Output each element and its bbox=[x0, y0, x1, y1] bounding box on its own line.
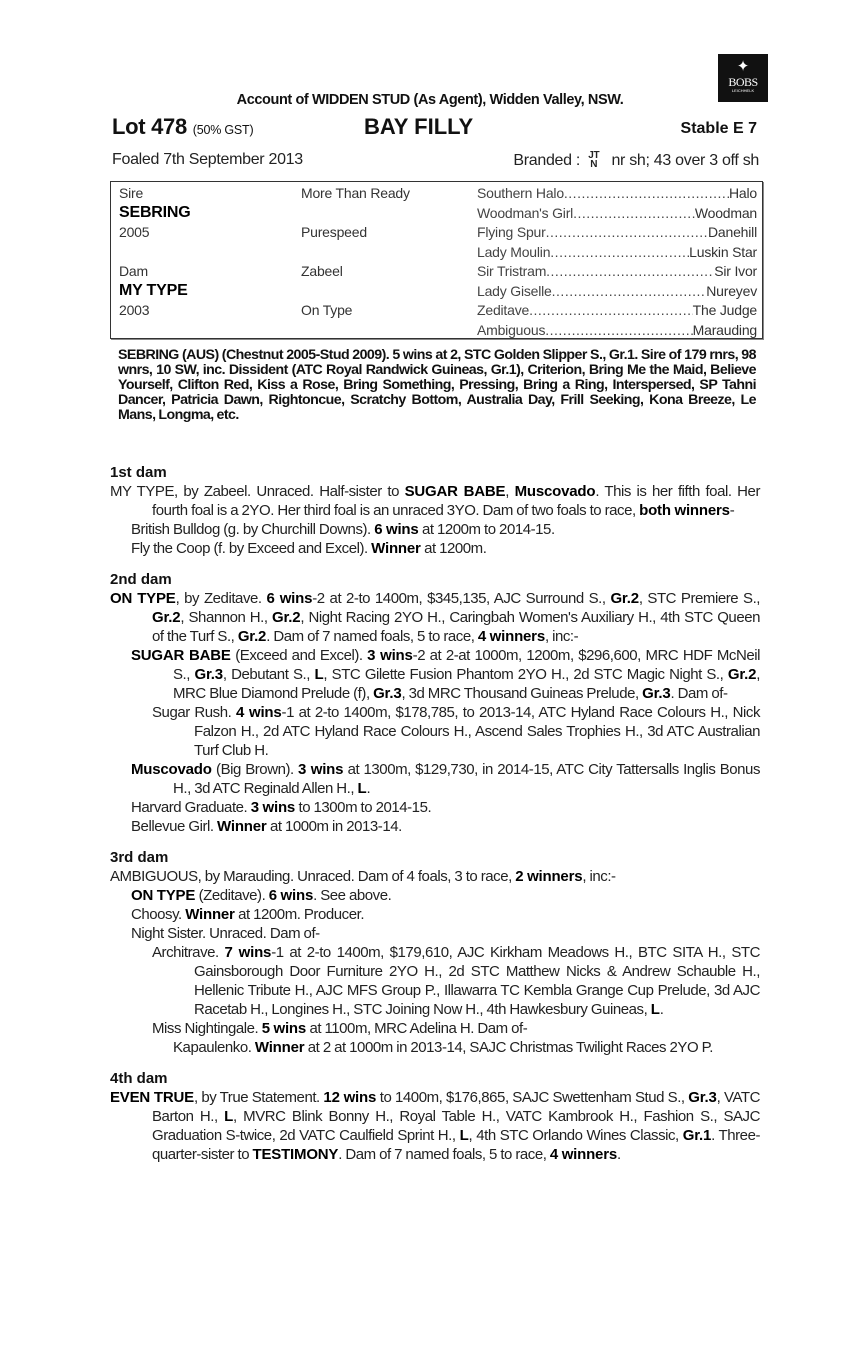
bold-highlight: 3 wins bbox=[298, 761, 344, 778]
entry-text: , MRC Blue Diamond Prelude (f), bbox=[173, 666, 760, 702]
entry-text: , Shannon H., bbox=[180, 609, 273, 626]
great-grandparent-name: Lady Moulin ..... bbox=[477, 243, 689, 263]
entry-text: AMBIGUOUS, by Marauding. Unraced. Dam of 4 foals, 3 to race, bbox=[110, 868, 516, 885]
entry-text: . Three-quarter-sister to bbox=[152, 1127, 761, 1163]
produce-entry bbox=[110, 646, 760, 703]
lot-label: Lot 478 bbox=[112, 114, 187, 139]
entry-text: , MVRC Blink Bonny H., Royal Table H., VATC Kambrook H., Fashion S., SAJC Graduation S-twice, 2d VATC Caulfield Sprint H., bbox=[152, 1108, 760, 1144]
bold-highlight: both winners bbox=[639, 502, 730, 519]
sire-year: 2005 bbox=[119, 224, 150, 240]
entry-text: , STC Premiere S., bbox=[638, 590, 761, 607]
pedigree-table bbox=[110, 181, 763, 339]
entry-text: at 1200m to 2014-15. bbox=[418, 521, 555, 538]
bold-highlight: 6 wins bbox=[374, 521, 419, 538]
produce-entry bbox=[110, 924, 760, 943]
bold-highlight: ON TYPE bbox=[131, 887, 196, 904]
entry-text: . This is her fifth foal. Her fourth foal is a 2YO. Her third foal is an unraced 3YO. Dam of two foals to race, bbox=[152, 483, 760, 519]
great-grandparent-sire: The Judge bbox=[692, 302, 757, 318]
bold-highlight: Winner bbox=[217, 818, 267, 835]
bold-highlight: Gr.2 bbox=[610, 590, 639, 607]
great-grandparent-name: Ambiguous ..... bbox=[477, 321, 693, 341]
entry-text: at 2 at 1000m in 2013-14, SAJC Christmas Twilight Races 2YO P. bbox=[304, 1039, 713, 1056]
produce-entry bbox=[110, 703, 760, 760]
brand-info bbox=[459, 151, 759, 170]
entry-text: to 1300m to 2014-15. bbox=[295, 799, 432, 816]
bold-highlight: 3 wins bbox=[250, 799, 296, 816]
section-heading: 1st dam bbox=[110, 464, 167, 481]
entry-text: -1 at 2-to 1400m, $178,785, to 2013-14, ATC Hyland Race Colours H., Nick Falzon H., 2d ATC Hyland Race Colours H., Ascend Sales Trophies H., 3d ATC Australian Turf Club H. bbox=[194, 704, 760, 759]
brand-mark-bottom: N bbox=[590, 159, 598, 170]
produce-record bbox=[110, 463, 760, 1176]
bold-highlight: L bbox=[224, 1108, 234, 1125]
dam-section bbox=[110, 463, 760, 558]
entry-text: MY TYPE, by Zabeel. Unraced. Half-sister to bbox=[110, 483, 405, 500]
great-grandparent-sire: Marauding bbox=[692, 321, 757, 338]
great-grandparent-name: Lady Giselle ..... bbox=[477, 282, 706, 302]
great-grandparent-sire: Danehill bbox=[708, 224, 757, 240]
section-heading: 4th dam bbox=[110, 1070, 168, 1087]
entry-text: . Dam of 7 named foals, 5 to race, bbox=[338, 1146, 550, 1163]
entry-text: , Night Racing 2YO H., Caringbah Women's Auxiliary H., 4th STC Queen of the Turf S., bbox=[152, 609, 760, 645]
bold-highlight: Gr.2 bbox=[237, 628, 267, 645]
bold-highlight: EVEN TRUE bbox=[110, 1089, 194, 1106]
entry-text: Sugar Rush. bbox=[152, 704, 236, 721]
produce-entry bbox=[110, 886, 760, 905]
great-grandparent-name: Flying Spur ..... bbox=[477, 223, 708, 243]
entry-text: , VATC Barton H., bbox=[152, 1089, 760, 1125]
dam-label: Dam bbox=[119, 263, 148, 279]
produce-entry bbox=[110, 943, 760, 1019]
bold-highlight: Winner bbox=[371, 540, 421, 557]
bold-highlight: SUGAR BABE bbox=[404, 483, 506, 500]
dam-section bbox=[110, 1069, 760, 1164]
bold-highlight: 2 winners bbox=[515, 868, 583, 885]
granddam-maternal: On Type bbox=[301, 302, 353, 318]
bold-highlight: Gr.3 bbox=[688, 1089, 717, 1106]
entry-text: , STC Gilette Fusion Phantom 2YO H., 2d STC Magic Night S., bbox=[323, 666, 728, 683]
entry-text: at 1100m, MRC Adelina H. Dam of- bbox=[306, 1020, 528, 1037]
entry-text: , 3d MRC Thousand Guineas Prelude, bbox=[401, 685, 643, 702]
entry-text: , inc:- bbox=[582, 868, 616, 885]
bold-highlight: 7 wins bbox=[224, 944, 272, 961]
bold-highlight: SUGAR BABE bbox=[131, 647, 231, 664]
entry-text: Night Sister. Unraced. Dam of- bbox=[131, 925, 320, 942]
sire-summary: SEBRING (AUS) (Chestnut 2005-Stud 2009). 5 wins at 2, STC Golden Slipper S., Gr.1. Sire of 179 rnrs, 98 wnrs, 10 SW, inc. Dissident (ATC Royal Randwick Guineas, Gr.1), Criterion, Bring Me the Maid, Believe Yourself, Clifton Red, Kiss a Rose, Bring Something, Pressing, Bring a Ring, Interspersed, SP Tahni Dancer, Patricia Dawn, Rightoncue, Scratchy Bottom, Australia Day, Frill Seeking, Kona Breeze, Le Mans, Longma, etc. bbox=[118, 347, 756, 423]
great-grandparent-row bbox=[477, 262, 757, 282]
bold-highlight: Muscovado bbox=[514, 483, 596, 500]
entry-text: -2 at 2-to 1400m, $345,135, AJC Surround S., bbox=[312, 590, 611, 607]
bold-highlight: 6 wins bbox=[266, 590, 313, 607]
great-grandparent-row bbox=[477, 282, 757, 302]
entry-text: (Exceed and Excel). bbox=[230, 647, 368, 664]
bold-highlight: Muscovado bbox=[131, 761, 212, 778]
sire-name: SEBRING bbox=[119, 204, 191, 221]
entry-text: to 1400m, $176,865, SAJC Swettenham Stud S., bbox=[376, 1089, 689, 1106]
great-grandparent-row bbox=[477, 184, 757, 204]
entry-text: . bbox=[659, 1001, 664, 1018]
brand-description: nr sh; 43 over 3 off sh bbox=[611, 152, 759, 169]
produce-entry bbox=[110, 905, 760, 924]
bold-highlight: L bbox=[650, 1001, 660, 1018]
entry-text: . bbox=[366, 780, 371, 797]
entry-text: , by True Statement. bbox=[193, 1089, 324, 1106]
logo-name: BOBS bbox=[728, 75, 758, 89]
bold-highlight: TESTIMONY bbox=[252, 1146, 339, 1163]
produce-entry bbox=[110, 1038, 760, 1057]
bold-highlight: Gr.2 bbox=[152, 609, 181, 626]
dam-section bbox=[110, 570, 760, 836]
entry-text: , bbox=[505, 483, 515, 500]
produce-entry bbox=[110, 817, 760, 836]
great-grandparent-sire: Sir Ivor bbox=[714, 263, 757, 279]
bold-highlight: 3 wins bbox=[367, 647, 413, 664]
entry-text: at 1200m. bbox=[420, 540, 487, 557]
bold-highlight: 4 wins bbox=[235, 704, 282, 721]
sire-label: Sire bbox=[119, 185, 144, 201]
entry-text: , inc:- bbox=[544, 628, 579, 645]
great-grandparent-row bbox=[477, 243, 757, 263]
entry-text: at 1200m. Producer. bbox=[234, 906, 365, 923]
entry-text: -2 at 2-at 1000m, 1200m, $296,600, MRC HDF McNeil S., bbox=[173, 647, 760, 683]
bold-highlight: 5 wins bbox=[261, 1020, 307, 1037]
produce-entry bbox=[110, 520, 760, 539]
great-grandparent-name: Sir Tristram ..... bbox=[477, 262, 714, 282]
produce-entry bbox=[110, 760, 760, 798]
entry-text: Harvard Graduate. bbox=[131, 799, 251, 816]
entry-text: Choosy. bbox=[131, 906, 186, 923]
entry-text: , by Zeditave. bbox=[175, 590, 267, 607]
entry-text: Fly the Coop (f. by Exceed and Excel). bbox=[131, 540, 372, 557]
branded-label: Branded : bbox=[513, 152, 581, 169]
produce-entry bbox=[110, 482, 760, 520]
dam-year: 2003 bbox=[119, 302, 150, 318]
great-grandparent-row bbox=[477, 321, 757, 341]
great-grandparent-row bbox=[477, 301, 757, 321]
brand-mark-icon bbox=[588, 151, 599, 169]
bold-highlight: ON TYPE bbox=[110, 590, 176, 607]
great-grandparent-name: Zeditave ..... bbox=[477, 301, 693, 321]
grandsire-maternal: Zabeel bbox=[301, 263, 343, 279]
great-grandparent-name: Woodman's Girl ..... bbox=[477, 204, 695, 224]
brand-mark-top: JT bbox=[588, 150, 600, 161]
bold-highlight: 6 wins bbox=[268, 887, 314, 904]
entry-text: British Bulldog (g. by Churchill Downs). bbox=[131, 521, 375, 538]
bold-highlight: Winner bbox=[254, 1039, 305, 1056]
produce-entry bbox=[110, 539, 760, 558]
entry-text: Kapaulenko. bbox=[173, 1039, 255, 1056]
entry-text: Architrave. bbox=[152, 944, 225, 961]
entry-text: , 4th STC Orlando Wines Classic, bbox=[468, 1127, 683, 1144]
produce-entry bbox=[110, 589, 760, 646]
bold-highlight: Gr.3 bbox=[194, 666, 223, 683]
dam-section bbox=[110, 848, 760, 1057]
bold-highlight: Gr.3 bbox=[373, 685, 402, 702]
great-grandparent-sire: Halo bbox=[729, 185, 757, 201]
great-grandparent-sire: Luskin Star bbox=[689, 243, 757, 260]
entry-text: (Zeditave). bbox=[195, 887, 269, 904]
great-grandparent-row bbox=[477, 223, 757, 243]
produce-entry bbox=[110, 1019, 760, 1038]
bold-highlight: L bbox=[314, 666, 324, 683]
bold-highlight: Gr.3 bbox=[642, 685, 671, 702]
bold-highlight: 4 winners bbox=[549, 1146, 617, 1163]
section-heading: 3rd dam bbox=[110, 849, 169, 866]
bold-highlight: 4 winners bbox=[477, 628, 545, 645]
bold-highlight: Winner bbox=[185, 906, 235, 923]
entry-text: . Dam of 7 named foals, 5 to race, bbox=[266, 628, 478, 645]
bold-highlight: 12 wins bbox=[323, 1089, 377, 1106]
entry-text: at 1300m, $129,730, in 2014-15, ATC City Tattersalls Inglis Bonus H., 3d ATC Reginald Allen H., bbox=[173, 761, 760, 797]
great-grandparent-row bbox=[477, 204, 757, 224]
horse-description: BAY FILLY bbox=[364, 114, 474, 139]
entry-text: -1 at 2-to 1400m, $179,610, AJC Kirkham Meadows H., BTC SITA H., STC Gainsborough Door Furniture 2YO H., 2d STC Matthew Nicks & Andrew Schauble H., Hellenic Tribute H., AJC MFS Group P., Illawarra TC Kembla Grange Cup Prelude, 3d AJC Racetab H., Longines H., STC Joining Now H., 4th Hawkesbury Guineas, bbox=[194, 944, 760, 1018]
entry-text: , Debutant S., bbox=[222, 666, 315, 683]
produce-entry bbox=[110, 798, 760, 817]
foaled-date: Foaled 7th September 2013 bbox=[112, 151, 303, 168]
bold-highlight: Gr.2 bbox=[727, 666, 757, 683]
grandsire-paternal: More Than Ready bbox=[301, 185, 410, 201]
entry-text: at 1000m in 2013-14. bbox=[266, 818, 402, 835]
produce-entry bbox=[110, 867, 760, 886]
bold-highlight: L bbox=[357, 780, 367, 797]
bold-highlight: Gr.2 bbox=[272, 609, 301, 626]
great-grandparent-sire: Nureyev bbox=[706, 282, 757, 299]
vendor-account: Account of WIDDEN STUD (As Agent), Widden Valley, NSW. bbox=[236, 92, 624, 108]
section-heading: 2nd dam bbox=[110, 571, 172, 588]
stable-location: Stable E 7 bbox=[680, 120, 757, 137]
entry-text: . See above. bbox=[313, 887, 392, 904]
entry-text: . bbox=[616, 1146, 621, 1163]
logo-sub: LEICHHELK bbox=[731, 88, 755, 93]
great-grandparent-name: Southern Halo ..... bbox=[477, 184, 729, 204]
entry-text: - bbox=[729, 502, 735, 519]
great-grandparent-sire: Woodman bbox=[694, 204, 757, 221]
lot-line bbox=[112, 114, 757, 142]
bold-highlight: Gr.1 bbox=[682, 1127, 712, 1144]
granddam-paternal: Purespeed bbox=[301, 224, 367, 240]
gst-note: (50% GST) bbox=[192, 123, 254, 137]
bird-logo-icon: ✦ bbox=[736, 58, 750, 75]
entry-text: Bellevue Girl. bbox=[131, 818, 218, 835]
entry-text: . Dam of- bbox=[670, 685, 728, 702]
bold-highlight: L bbox=[459, 1127, 469, 1144]
dam-name: MY TYPE bbox=[119, 282, 188, 299]
entry-text: (Big Brown). bbox=[211, 761, 299, 778]
lot-number bbox=[112, 114, 253, 140]
produce-entry bbox=[110, 1088, 760, 1164]
entry-text: Miss Nightingale. bbox=[152, 1020, 262, 1037]
